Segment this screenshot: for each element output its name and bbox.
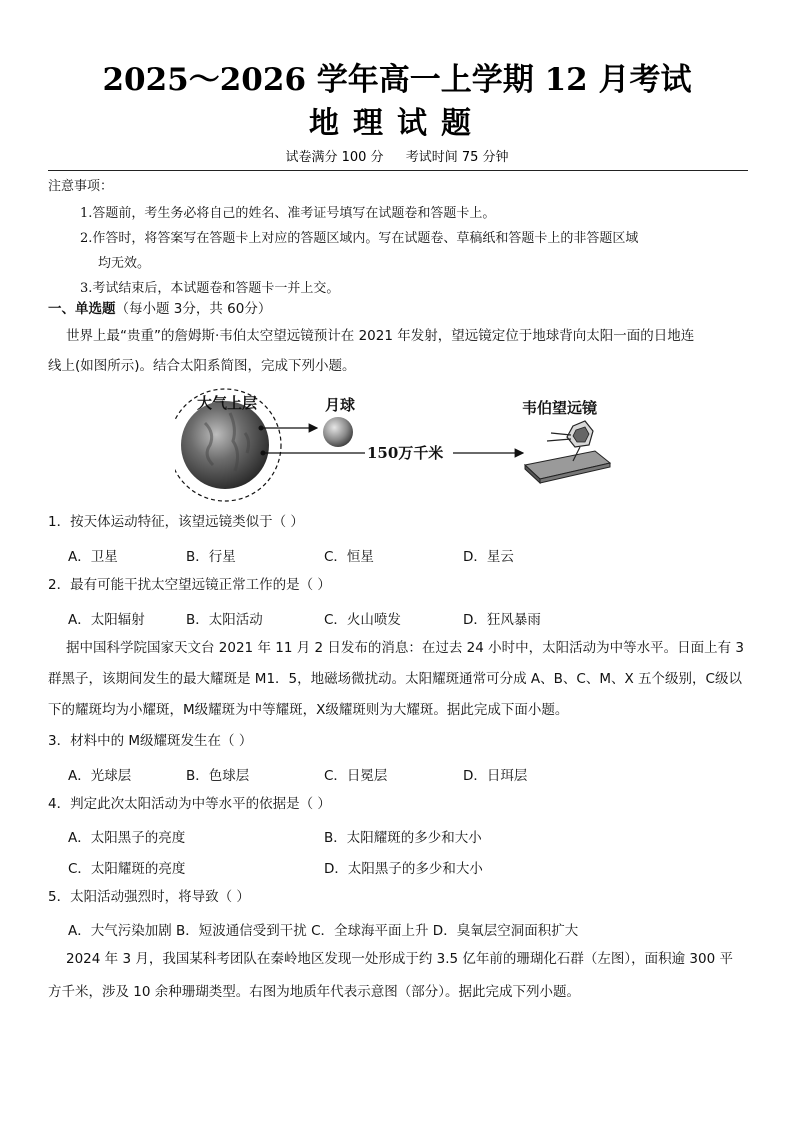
option: A．卫星 [68,549,118,565]
passage-line: 2024 年 3 月，我国某科考团队在秦岭地区发现一处形成于约 3.5 亿年前的珊瑚化石群（左图），面积逾 300 平 [66,951,733,967]
subject-title: 地理试题 [309,106,485,141]
option: C．恒星 [324,549,374,565]
telescope-position-diagram [175,383,625,503]
distance-label: 150万千米 [367,444,444,462]
question-stem: 5．太阳活动强烈时，将导致（ ） [48,889,250,905]
option: D．太阳黑子的多少和大小 [324,861,483,877]
passage-line: 下的耀斑均为小耀斑，M级耀斑为中等耀斑，X级耀斑则为大耀斑。据此完成下面小题。 [48,702,569,718]
moon-label: 月球 [325,396,356,414]
passage-line: 方千米，涉及 10 余种珊瑚类型。右图为地质年代表示意图（部分）。据此完成下列小题。 [48,984,581,1000]
passage-line: 据中国科学院国家天文台 2021 年 11 月 2 日发布的消息：在过去 24 小时中，太阳活动为中等水平。日面上有 3 [66,640,745,656]
notice-item: 2.作答时，将答案写在答题卡上对应的答题区域内。写在试题卷、草稿纸和答题卡上的非答题区域 [80,231,639,246]
telescope-label: 韦伯望远镜 [522,399,598,417]
option: C．火山喷发 [324,612,401,628]
question-stem: 1．按天体运动特征，该望远镜类似于（ ） [48,514,304,530]
option: C．太阳耀斑的亮度 [68,861,186,877]
passage-line: 群黑子，该期间发生的最大耀斑是 M1．5，地磁场微扰动。太阳耀斑通常可分成 A、B、C、M、X 五个级别，C级以 [48,671,742,687]
full-score: 试卷满分 100 分 [285,150,384,165]
question-stem: 2．最有可能干扰太空望远镜正常工作的是（ ） [48,577,331,593]
question-stem: 4．判定此次太阳活动为中等水平的依据是（ ） [48,796,331,812]
notice-item-continuation: 均无效。 [98,256,151,271]
earth-point-moon [259,426,264,431]
passage-line: 线上(如图所示)。结合太阳系简图，完成下列小题。 [48,358,356,374]
header-divider [48,170,748,171]
option: D．日珥层 [463,768,528,784]
option: B．色球层 [186,768,250,784]
section-title: 一、单选题 [48,301,116,317]
option: B．太阳耀斑的多少和大小 [324,830,482,846]
section-note: （每小题 3分，共 60分） [115,301,272,317]
option: C．日冕层 [324,768,388,784]
section-heading [48,300,271,318]
earth-point-telescope [261,451,266,456]
moon-icon [323,417,353,447]
exam-info [0,146,794,165]
option: A．太阳辐射 [68,612,145,628]
option: A．光球层 [68,768,132,784]
option: B．行星 [186,549,236,565]
exam-time: 考试时间 75 分钟 [405,150,509,165]
option: D．星云 [463,549,514,565]
earth-icon [181,401,269,489]
notice-heading: 注意事项： [48,179,114,194]
option: A．太阳黑子的亮度 [68,830,186,846]
passage-line: 世界上最“贵重”的詹姆斯·韦伯太空望远镜预计在 2021 年发射，望远镜定位于地球背向太阳一面的日地连 [66,328,695,344]
telescope-icon [525,421,610,483]
option: B．太阳活动 [186,612,263,628]
options-line: A．大气污染加剧 B．短波通信受到干扰 C．全球海平面上升 D．臭氧层空洞面积扩大 [68,923,579,939]
question-stem: 3．材料中的 M级耀斑发生在（ ） [48,733,253,749]
notice-item: 3.考试结束后，本试题卷和答题卡一并上交。 [80,281,340,296]
atmosphere-label: 大气上层 [197,394,258,412]
option: D．狂风暴雨 [463,612,541,628]
exam-title: 2025～2026 学年高一上学期 12 月考试 [102,62,692,98]
notice-item: 1.答题前，考生务必将自己的姓名、准考证号填写在试题卷和答题卡上。 [80,206,496,221]
